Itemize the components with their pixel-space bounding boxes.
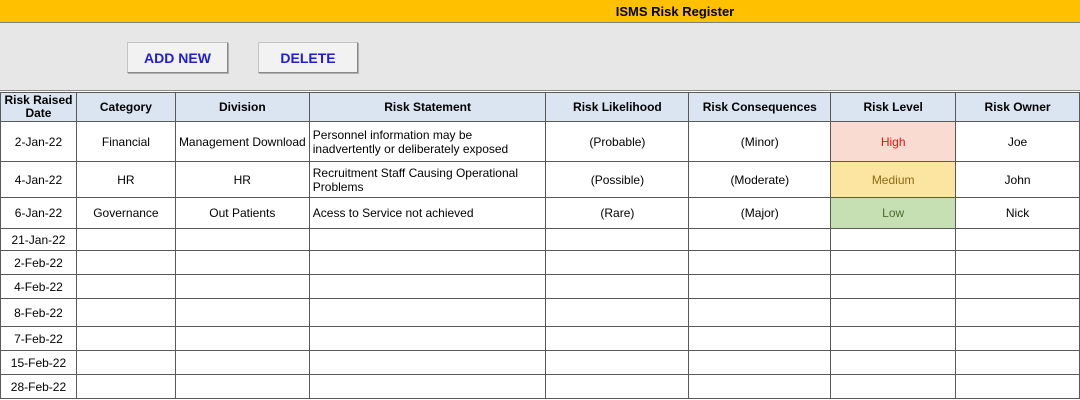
cell-category[interactable] bbox=[76, 275, 175, 299]
cell-consequences[interactable]: (Minor) bbox=[689, 122, 831, 162]
table-row bbox=[1, 275, 1080, 299]
cell-likelihood[interactable] bbox=[546, 351, 689, 375]
cell-category[interactable]: HR bbox=[76, 162, 175, 198]
table-row bbox=[1, 122, 1080, 162]
cell-risk-statement[interactable] bbox=[309, 375, 546, 399]
cell-date[interactable]: 28-Feb-22 bbox=[1, 375, 77, 399]
cell-risk-statement[interactable]: Personnel information may be inadvertently or deliberately exposed bbox=[309, 122, 546, 162]
header-risk-raised-date[interactable]: Risk Raised Date bbox=[1, 93, 77, 122]
cell-date[interactable]: 15-Feb-22 bbox=[1, 351, 77, 375]
table-row bbox=[1, 229, 1080, 251]
cell-likelihood[interactable]: (Possible) bbox=[546, 162, 689, 198]
add-new-button[interactable]: ADD NEW bbox=[127, 42, 228, 73]
cell-owner[interactable] bbox=[956, 275, 1080, 299]
cell-division[interactable]: HR bbox=[175, 162, 309, 198]
cell-owner[interactable] bbox=[956, 351, 1080, 375]
cell-date[interactable]: 2-Jan-22 bbox=[1, 122, 77, 162]
cell-risk-statement[interactable] bbox=[309, 327, 546, 351]
cell-division[interactable] bbox=[175, 251, 309, 275]
cell-date[interactable]: 8-Feb-22 bbox=[1, 299, 77, 327]
cell-owner[interactable]: Joe bbox=[956, 122, 1080, 162]
cell-consequences[interactable]: (Major) bbox=[689, 198, 831, 229]
title-bar bbox=[0, 0, 1080, 23]
cell-likelihood[interactable] bbox=[546, 275, 689, 299]
cell-risk-level-low[interactable]: Low bbox=[831, 198, 956, 229]
header-risk-consequences[interactable]: Risk Consequences bbox=[689, 93, 831, 122]
cell-owner[interactable] bbox=[956, 327, 1080, 351]
cell-division[interactable]: Management Download bbox=[175, 122, 309, 162]
cell-category[interactable]: Financial bbox=[76, 122, 175, 162]
cell-risk-level-medium[interactable]: Medium bbox=[831, 162, 956, 198]
cell-owner[interactable] bbox=[956, 299, 1080, 327]
cell-category[interactable] bbox=[76, 229, 175, 251]
cell-date[interactable]: 4-Jan-22 bbox=[1, 162, 77, 198]
cell-date[interactable]: 21-Jan-22 bbox=[1, 229, 77, 251]
cell-date[interactable]: 2-Feb-22 bbox=[1, 251, 77, 275]
cell-consequences[interactable] bbox=[689, 229, 831, 251]
cell-likelihood[interactable]: (Rare) bbox=[546, 198, 689, 229]
cell-risk-level[interactable] bbox=[831, 251, 956, 275]
cell-category[interactable] bbox=[76, 251, 175, 275]
cell-division[interactable] bbox=[175, 275, 309, 299]
cell-consequences[interactable] bbox=[689, 299, 831, 327]
table-row bbox=[1, 351, 1080, 375]
cell-likelihood[interactable] bbox=[546, 299, 689, 327]
cell-division[interactable] bbox=[175, 229, 309, 251]
cell-likelihood[interactable] bbox=[546, 375, 689, 399]
header-risk-statement[interactable]: Risk Statement bbox=[309, 93, 546, 122]
cell-consequences[interactable] bbox=[689, 275, 831, 299]
cell-risk-level-high[interactable]: High bbox=[831, 122, 956, 162]
cell-risk-level[interactable] bbox=[831, 229, 956, 251]
cell-owner[interactable] bbox=[956, 375, 1080, 399]
cell-risk-level[interactable] bbox=[831, 327, 956, 351]
table-row bbox=[1, 162, 1080, 198]
cell-risk-statement[interactable] bbox=[309, 299, 546, 327]
cell-category[interactable] bbox=[76, 351, 175, 375]
cell-likelihood[interactable]: (Probable) bbox=[546, 122, 689, 162]
cell-division[interactable] bbox=[175, 351, 309, 375]
cell-date[interactable]: 4-Feb-22 bbox=[1, 275, 77, 299]
header-category[interactable]: Category bbox=[76, 93, 175, 122]
toolbar bbox=[0, 23, 1080, 91]
cell-risk-statement[interactable]: Recruitment Staff Causing Operational Problems bbox=[309, 162, 546, 198]
table-row bbox=[1, 299, 1080, 327]
cell-date[interactable]: 6-Jan-22 bbox=[1, 198, 77, 229]
cell-risk-level[interactable] bbox=[831, 299, 956, 327]
table-row bbox=[1, 375, 1080, 399]
cell-division[interactable] bbox=[175, 375, 309, 399]
cell-category[interactable]: Governance bbox=[76, 198, 175, 229]
header-risk-likelihood[interactable]: Risk Likelihood bbox=[546, 93, 689, 122]
cell-owner[interactable]: John bbox=[956, 162, 1080, 198]
cell-consequences[interactable] bbox=[689, 251, 831, 275]
cell-risk-level[interactable] bbox=[831, 351, 956, 375]
cell-risk-statement[interactable]: Acess to Service not achieved bbox=[309, 198, 546, 229]
header-division[interactable]: Division bbox=[175, 93, 309, 122]
cell-consequences[interactable] bbox=[689, 327, 831, 351]
cell-category[interactable] bbox=[76, 327, 175, 351]
cell-consequences[interactable]: (Moderate) bbox=[689, 162, 831, 198]
delete-button[interactable]: DELETE bbox=[258, 42, 358, 73]
header-risk-owner[interactable]: Risk Owner bbox=[956, 93, 1080, 122]
cell-category[interactable] bbox=[76, 375, 175, 399]
risk-register-table bbox=[0, 92, 1080, 399]
cell-owner[interactable]: Nick bbox=[956, 198, 1080, 229]
cell-likelihood[interactable] bbox=[546, 229, 689, 251]
cell-division[interactable] bbox=[175, 327, 309, 351]
cell-risk-statement[interactable] bbox=[309, 229, 546, 251]
cell-owner[interactable] bbox=[956, 229, 1080, 251]
cell-consequences[interactable] bbox=[689, 375, 831, 399]
cell-consequences[interactable] bbox=[689, 351, 831, 375]
cell-date[interactable]: 7-Feb-22 bbox=[1, 327, 77, 351]
table-row bbox=[1, 198, 1080, 229]
cell-division[interactable] bbox=[175, 299, 309, 327]
cell-risk-level[interactable] bbox=[831, 275, 956, 299]
table-row bbox=[1, 251, 1080, 275]
page-title: ISMS Risk Register bbox=[615, 4, 735, 19]
cell-risk-level[interactable] bbox=[831, 375, 956, 399]
cell-risk-statement[interactable] bbox=[309, 351, 546, 375]
cell-likelihood[interactable] bbox=[546, 327, 689, 351]
cell-division[interactable]: Out Patients bbox=[175, 198, 309, 229]
cell-risk-statement[interactable] bbox=[309, 251, 546, 275]
cell-risk-statement[interactable] bbox=[309, 275, 546, 299]
cell-owner[interactable] bbox=[956, 251, 1080, 275]
cell-likelihood[interactable] bbox=[546, 251, 689, 275]
header-risk-level[interactable]: Risk Level bbox=[831, 93, 956, 122]
cell-category[interactable] bbox=[76, 299, 175, 327]
header-row bbox=[1, 93, 1080, 122]
table-row bbox=[1, 327, 1080, 351]
